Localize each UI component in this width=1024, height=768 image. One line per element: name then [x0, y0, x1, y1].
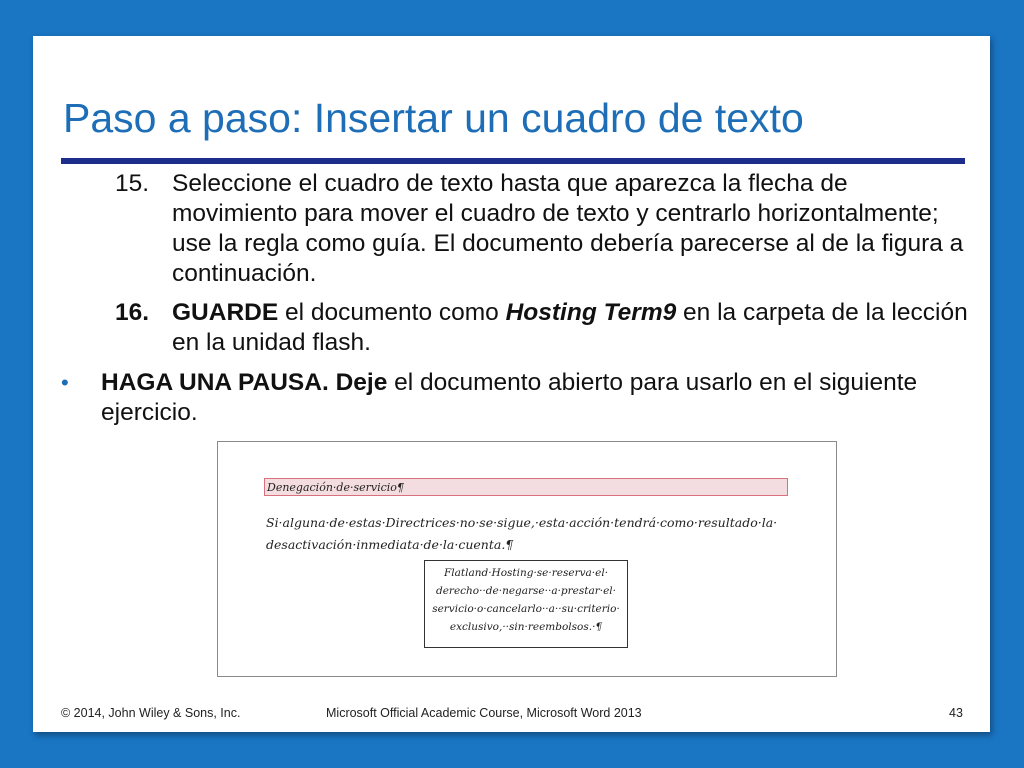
step-text-a: el documento como: [278, 299, 506, 326]
figure-paragraph: [266, 512, 806, 556]
figure-paragraph-line: Si·alguna·de·estas·Directrices·no·se·sigue,·esta·acción·tendrá·como·resultado·la·: [266, 515, 778, 530]
footer-course: Microsoft Official Academic Course, Microsoft Word 2013: [326, 706, 642, 720]
text-box-line: exclusivo,··sin·reembolsos.·¶: [449, 621, 603, 633]
bullet-text: [101, 368, 941, 428]
document-figure: [217, 441, 837, 677]
text-box-line: Flatland·Hosting·se·reserva·el·: [443, 567, 609, 579]
figure-text-box: [424, 560, 628, 648]
title-underline: [61, 158, 965, 164]
slide-title: Paso a paso: Insertar un cuadro de texto: [63, 95, 804, 141]
figure-heading: Denegación·de·servicio¶: [264, 478, 788, 496]
text-box-line: servicio·o·cancelarlo··a··su·criterio·: [432, 603, 620, 615]
bullet-body: el documento abierto para usarlo en el siguiente ejercicio.: [101, 369, 918, 426]
step-text-b: en la carpeta de la lección en la unidad flash.: [172, 299, 968, 356]
footer-copyright: © 2014, John Wiley & Sons, Inc.: [61, 706, 241, 720]
page-number: 43: [949, 706, 963, 720]
step-bold-lead: GUARDE: [172, 299, 279, 326]
step-text: Seleccione el cuadro de texto hasta que aparezca la flecha de movimiento para mover el cuadro de texto y centrarlo horizontalmente; use la regla como guía. El documento debería parecerse al de la figura a continuación.: [172, 170, 964, 287]
figure-paragraph-line: desactivación·inmediata·de·la·cuenta.¶: [266, 537, 514, 552]
text-box-line: derecho··de·negarse··a·prestar·el·: [435, 585, 617, 597]
step-text: [172, 298, 972, 358]
file-name: Hosting Term9: [505, 299, 677, 326]
bullet-icon: •: [61, 370, 69, 395]
slide: [33, 36, 990, 732]
step-number: 16.: [115, 299, 150, 326]
step-number: 15.: [115, 170, 150, 197]
bullet-bold-lead: HAGA UNA PAUSA. Deje: [101, 369, 388, 396]
